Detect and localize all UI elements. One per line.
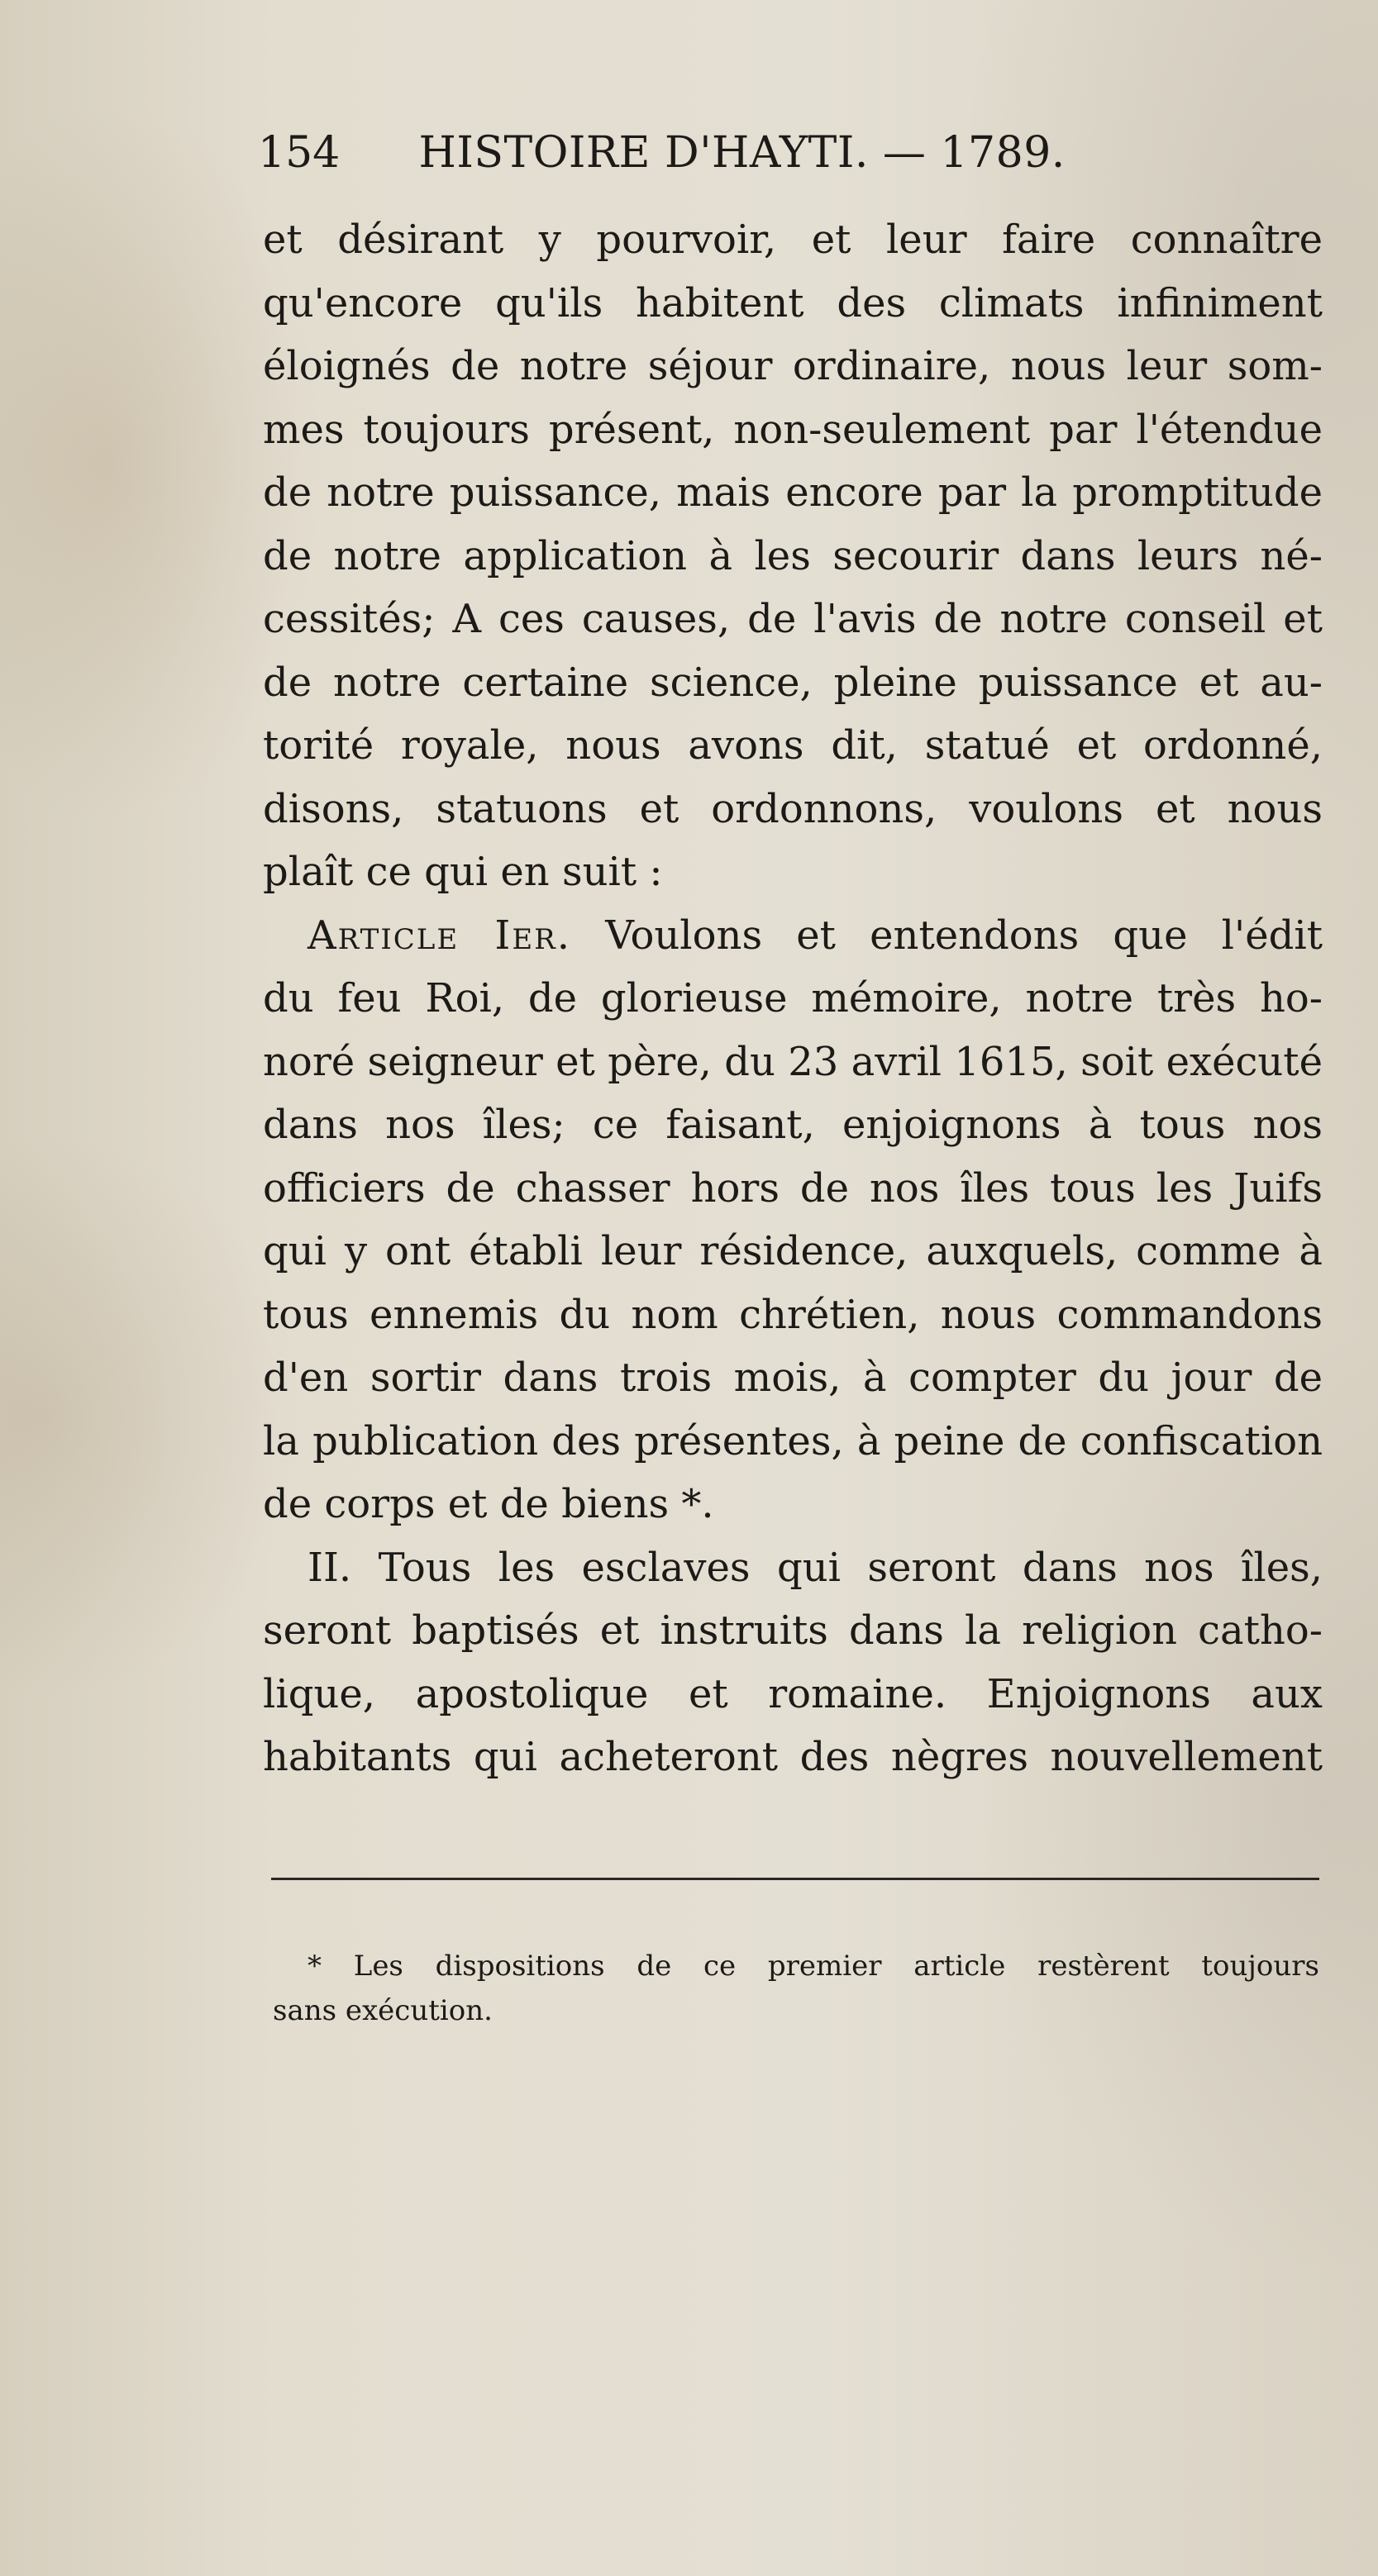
footnote-rule — [271, 1878, 1319, 1880]
text-line: du feu Roi, de glorieuse mémoire, notre très ho- — [263, 975, 1323, 1021]
text-line: plaît ce qui en suit : — [263, 849, 663, 895]
text-line: disons, statuons et ordonnons, voulons et nous — [263, 785, 1323, 832]
text-line: cessités; A ces causes, de l'avis de notre conseil et — [263, 596, 1323, 642]
text-line: de notre certaine science, pleine puissance et au- — [263, 659, 1323, 706]
text-line: officiers de chasser hors de nos îles tous les Juifs — [263, 1164, 1323, 1212]
footnote-line: sans exécution. — [273, 1994, 493, 2027]
text-line: éloignés de notre séjour ordinaire, nous leur som- — [263, 343, 1323, 389]
text-line: et désirant y pourvoir, et leur faire connaître — [263, 217, 1323, 263]
article-2-first-line: II. Tous les esclaves qui seront dans nos îles, — [308, 1544, 1323, 1591]
page-number: 154 — [258, 128, 341, 178]
text-line: seront baptisés et instruits dans la religion catho- — [263, 1607, 1323, 1654]
text-line: habitants qui acheteront des nègres nouvellement — [263, 1734, 1323, 1780]
running-header — [258, 124, 1159, 182]
text-line: d'en sortir dans trois mois, à compter du jour de — [263, 1355, 1323, 1401]
text-line: tous ennemis du nom chrétien, nous commandons — [263, 1291, 1323, 1338]
text-line: noré seigneur et père, du 23 avril 1615, soit exécuté — [263, 1038, 1323, 1085]
text-line: dans nos îles; ce faisant, enjoignons à tous nos — [263, 1102, 1323, 1148]
body-text — [263, 208, 1323, 1789]
text-line: lique, apostolique et romaine. Enjoignons aux — [263, 1670, 1323, 1717]
running-title: HISTOIRE D'HAYTI. — 1789. — [418, 128, 1066, 178]
text-line: torité royale, nous avons dit, statué et ordonné, — [263, 722, 1323, 769]
footnote-line: * Les dispositions de ce premier article restèrent toujours — [308, 1950, 1319, 1983]
text-line: mes toujours présent, non-seulement par l'étendue — [263, 406, 1323, 453]
article-1-heading-line — [263, 904, 1323, 968]
text-line: la publication des présentes, à peine de confiscation — [263, 1417, 1323, 1464]
text-line: de notre application à les secourir dans leurs né- — [263, 532, 1323, 579]
text-line: qu'encore qu'ils habitent des climats infiniment — [263, 279, 1323, 326]
text-line: de corps et de biens *. — [263, 1481, 714, 1527]
text-line: qui y ont établi leur résidence, auxquels, comme à — [263, 1228, 1323, 1274]
article-1-first-line: Voulons et entendons que l'édit — [605, 912, 1323, 959]
footnote — [273, 1944, 1319, 2033]
text-line: de notre puissance, mais encore par la promptitude — [263, 469, 1323, 516]
article-1-label: Article Ier. — [308, 912, 572, 959]
